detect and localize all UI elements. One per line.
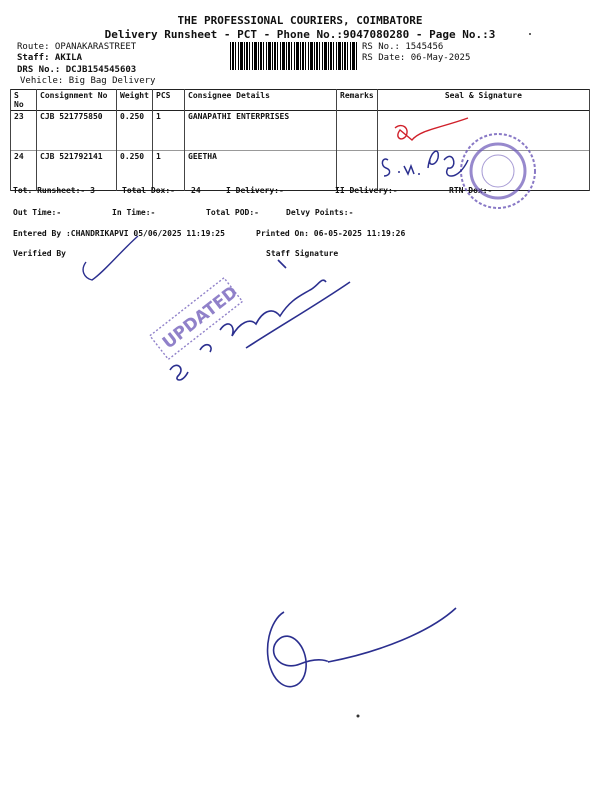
ink-dot xyxy=(357,715,360,718)
cell-consignee: GANAPATHI ENTERPRISES xyxy=(185,111,337,151)
header-pcs: PCS xyxy=(153,90,185,111)
vehicle-label: Vehicle: Big Bag Delivery xyxy=(20,76,156,86)
verified-by: Verified By xyxy=(13,249,66,258)
total-dox-value: 24 xyxy=(191,186,201,195)
header-remarks: Remarks xyxy=(337,90,378,111)
cell-sno: 24 xyxy=(11,151,37,191)
ii-delivery: II Delivery:- xyxy=(335,186,398,195)
customer-signature xyxy=(382,151,468,176)
drs-label: DRS No.: DCJB154545603 xyxy=(17,65,137,75)
cell-consignment: CJB 521792141 xyxy=(37,151,117,191)
rs-no-label: RS No.: 1545456 xyxy=(362,42,444,52)
bottom-signature xyxy=(268,608,456,687)
header-sno: S No xyxy=(11,90,37,111)
runsheet-subtitle: Delivery Runsheet - PCT - Phone No.:9047080280 - Page No.:3 xyxy=(104,28,496,41)
verified-tick xyxy=(83,236,138,280)
total-pod: Total POD:- xyxy=(206,208,259,217)
printed-on: Printed On: 06-05-2025 11:19:26 xyxy=(256,229,406,238)
red-signature xyxy=(395,118,468,140)
cell-pcs: 1 xyxy=(153,151,185,191)
in-time: In Time:- xyxy=(112,208,156,217)
cell-consignee: GEETHA xyxy=(185,151,337,191)
entered-by: Entered By :CHANDRIKAPVI 05/06/2025 11:19:25 xyxy=(13,229,225,238)
updated-stamp xyxy=(150,277,244,359)
staff-signature-label: Staff Signature xyxy=(266,249,339,258)
cell-weight: 0.250 xyxy=(117,111,153,151)
header-consignment: Consignment No xyxy=(37,90,117,111)
header-weight: Weight xyxy=(117,90,153,111)
cell-weight: 0.250 xyxy=(117,151,153,191)
round-seal-stamp xyxy=(461,134,535,208)
company-title: THE PROFESSIONAL COURIERS, COIMBATORE xyxy=(177,14,423,27)
total-dox-label: Total Dox:- xyxy=(122,186,175,195)
i-delivery: I Delivery:- xyxy=(226,186,284,195)
rtn-dox: RTN Dox:- xyxy=(449,186,493,195)
header-consignee: Consignee Details xyxy=(185,90,337,111)
route-label: Route: OPANAKARASTREET xyxy=(17,42,137,52)
header-seal-signature: Seal & Signature xyxy=(377,90,589,111)
cell-consignment: CJB 521775850 xyxy=(37,111,117,151)
staff-label: Staff: AKILA xyxy=(17,53,83,63)
tot-runsheet: Tot. Runsheet:- 3 xyxy=(13,186,95,195)
rs-date-label: RS Date: 06-May-2025 xyxy=(362,53,471,63)
cell-pcs: 1 xyxy=(153,111,185,151)
cell-sno: 23 xyxy=(11,111,37,151)
out-time: Out Time:- xyxy=(13,208,62,217)
ink-dot xyxy=(529,33,531,35)
delvy-points: Delvy Points:- xyxy=(286,208,354,217)
updated-stamp-text: UPDATED xyxy=(158,282,242,354)
